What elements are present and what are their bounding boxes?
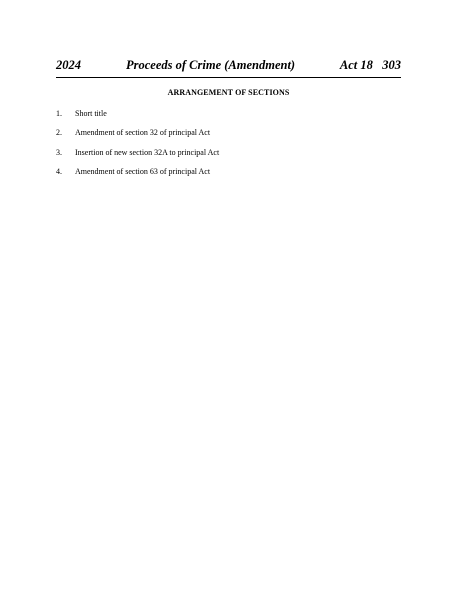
section-list [56,109,401,186]
section-title: Amendment of section 63 of principal Act [75,166,211,176]
header-title: Proceeds of Crime (Amendment) [126,58,296,72]
section-item [56,167,401,186]
section-number: 2. [56,128,62,138]
header-year: 2024 [56,58,81,72]
section-number: 4. [56,166,62,176]
header-act-page: Act 18 303 [339,58,401,72]
section-title: Insertion of new section 32A to principal Act [75,147,220,157]
section-title: Short title [75,109,107,118]
section-item [56,148,401,167]
section-item [56,109,401,128]
section-item [56,128,401,147]
running-header [56,58,401,76]
header-rule [56,77,401,78]
section-title: Amendment of section 32 of principal Act [75,128,211,138]
arrangement-heading: ARRANGEMENT OF SECTIONS [167,88,290,97]
section-number: 1. [56,109,62,118]
section-number: 3. [56,147,62,157]
